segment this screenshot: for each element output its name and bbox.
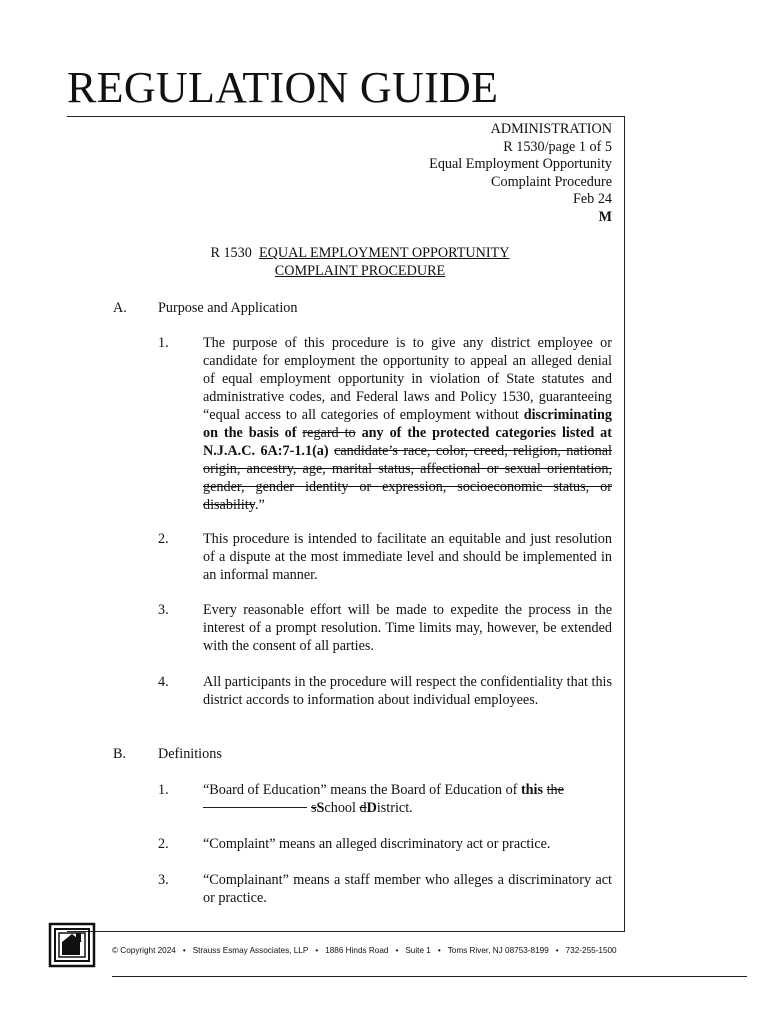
blank-fill-line [203, 807, 307, 808]
item-b2-number: 2. [158, 836, 169, 852]
header-page: R 1530/page 1 of 5 [503, 138, 612, 155]
item-a3-number: 3. [158, 602, 169, 618]
item-a3-text: Every reasonable effort will be made to expedite the process in the interest of a prompt resolution. Time limits may, however, be extended with the consent of all parties. [203, 602, 612, 654]
item-a2-text: This procedure is intended to facilitate an equitable and just resolution of a dispute at the most immediate level and should be implemented in an informal manner. [203, 531, 612, 583]
footer-address: 1886 Hinds Road [325, 946, 389, 955]
regulation-title-line1: EQUAL EMPLOYMENT OPPORTUNITY [258, 245, 510, 261]
item-a1-number: 1. [158, 335, 169, 351]
section-a-letter: A. [113, 300, 127, 316]
footer-copyright: © Copyright 2024 [112, 946, 176, 955]
footer-suite: Suite 1 [405, 946, 431, 955]
header-subject-1: Equal Employment Opportunity [429, 156, 612, 173]
item-b3-number: 3. [158, 872, 169, 888]
item-b3-text: “Complainant” means a staff member who alleges a discriminatory act or practice. [203, 872, 612, 906]
item-a4-text: All participants in the procedure will respect the confidentiality that this district accords to information about individual employees. [203, 674, 612, 708]
footer-phone: 732-255-1500 [565, 946, 617, 955]
regulation-number: R 1530 [210, 245, 252, 261]
document-title: REGULATION GUIDE [67, 63, 499, 112]
policy-header [429, 121, 612, 227]
header-subject-2: Complaint Procedure [491, 173, 612, 190]
header-date: Feb 24 [572, 191, 612, 208]
item-a4-number: 4. [158, 674, 169, 690]
header-mark: M [598, 208, 612, 225]
item-b1-number: 1. [158, 782, 169, 798]
footer-city: Toms River, NJ 08753-8199 [447, 946, 549, 955]
company-logo-icon [48, 922, 96, 968]
section-b-letter: B. [113, 746, 127, 762]
item-b2-text: “Complaint” means an alleged discriminatory act or practice. [203, 836, 551, 852]
item-a1-text: The purpose of this procedure is to give any district employee or candidate for employment the opportunity to appeal an alleged denial of equal employment opportunity in violation of State statutes and administrative codes, and Federal laws and Policy 1530, guaranteeing “equal access to all categories of employment without discriminating on the basis of regard to any of the protected categories listed at N.J.A.C. 6A:7-1.1(a) candidate’s race, color, creed, religion, national origin, ancestry, age, marital status, affectional or sexual orientation, gender, gender identity or expression, socioeconomic status, or disability.” [203, 335, 613, 513]
footer-rule [112, 976, 747, 977]
item-b1-text: “Board of Education” means the Board of Education of this the sSchool dDistrict. [203, 782, 564, 816]
regulation-title-line2: COMPLAINT PROCEDURE [274, 263, 446, 279]
regulation-heading [160, 244, 560, 280]
section-b-title: Definitions [158, 746, 222, 762]
item-a2-number: 2. [158, 531, 169, 547]
footer: © Copyright 2024 • Strauss Esmay Associates, LLP • 1886 Hinds Road • Suite 1 • Toms River, NJ 08753-8199 • 732-255-1500 [112, 946, 617, 955]
footer-company: Strauss Esmay Associates, LLP [192, 946, 309, 955]
section-a-title: Purpose and Application [158, 300, 298, 316]
header-category: ADMINISTRATION [490, 121, 612, 137]
